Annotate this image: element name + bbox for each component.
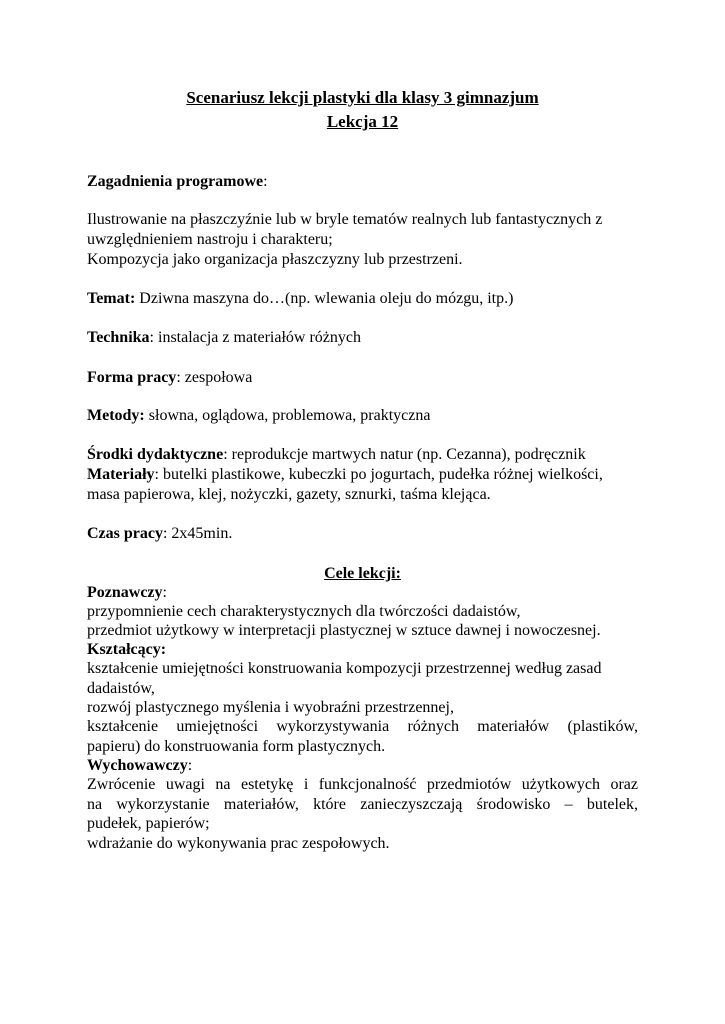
wychowawczy-suffix: : [187, 757, 193, 774]
materialy-label: Materiały [87, 466, 155, 483]
zagadnienia-line-3: Kompozycja jako organizacja płaszczyzny lub przestrzeni. [87, 251, 463, 268]
wychowawczy-heading [87, 756, 192, 776]
materialy-value: : butelki plastikowe, kubeczki po jogurtach, pudełka różnej wielkości, [154, 466, 603, 483]
ksztalcacy-line-5: papieru) do konstruowania form plastycznych. [87, 738, 386, 755]
metody-value: słowna, oglądowa, problemowa, praktyczna [144, 407, 431, 424]
ksztalcacy-line-3: rozwój plastycznego myślenia i wyobraźni przestrzennej, [87, 699, 454, 716]
zagadnienia-heading [87, 172, 268, 192]
temat-label: Temat: [87, 290, 136, 307]
metody-row [87, 406, 430, 426]
document-title: Scenariusz lekcji plastyki dla klasy 3 gimnazjum [186, 88, 539, 107]
czas-row [87, 524, 232, 544]
wychowawczy-line-1: Zwrócenie uwagi na estetykę i funkcjonalność przedmiotów użytkowych oraz [87, 776, 638, 793]
poznawczy-line-2: przedmiot użytkowy w interpretacji plastycznej w sztuce dawnej i nowoczesnej. [87, 622, 601, 639]
cele-heading [0, 564, 725, 584]
temat-row [87, 289, 513, 309]
technika-row [87, 328, 361, 348]
temat-value: Dziwna maszyna do…(np. wlewania oleju do mózgu, itp.) [135, 290, 514, 307]
poznawczy-line-1: przypomnienie cech charakterystycznych dla twórczości dadaistów, [87, 603, 521, 620]
cele-heading-text: Cele lekcji: [324, 565, 401, 582]
srodki-value: : reprodukcje martwych natur (np. Cezanna), podręcznik [223, 446, 586, 463]
zagadnienia-suffix: : [263, 173, 268, 190]
wychowawczy-line-4: wdrażanie do wykonywania prac zespołowych. [87, 835, 390, 852]
czas-label: Czas pracy [87, 525, 163, 542]
ksztalcacy-heading [87, 640, 166, 660]
poznawczy-suffix: : [162, 584, 167, 601]
zagadnienia-label: Zagadnienia programowe [87, 173, 264, 190]
zagadnienia-line-2: uwzględnieniem nastroju i charakteru; [87, 231, 333, 248]
forma-row [87, 368, 252, 388]
technika-value: : instalacja z materiałów różnych [149, 329, 362, 346]
ksztalcacy-line-4: kształcenie umiejętności wykorzystywania różnych materiałów (plastików, [87, 718, 638, 735]
lesson-number: Lekcja 12 [326, 112, 399, 131]
forma-value: : zespołowa [176, 369, 253, 386]
wychowawczy-line-2: na wykorzystanie materiałów, które zanieczyszczają środowisko – butelek, [87, 796, 638, 813]
technika-label: Technika [87, 329, 150, 346]
metody-label: Metody: [87, 407, 145, 424]
czas-value: : 2x45min. [162, 525, 233, 542]
zagadnienia-line-1: Ilustrowanie na płaszczyźnie lub w bryle tematów realnych lub fantastycznych z [87, 211, 603, 228]
wychowawczy-label: Wychowawczy [87, 757, 188, 774]
srodki-label: Środki dydaktyczne [87, 446, 224, 463]
ksztalcacy-line-2: dadaistów, [87, 680, 155, 697]
materialy-row [87, 465, 603, 485]
wychowawczy-line-3: pudełek, papierów; [87, 815, 210, 832]
srodki-row [87, 445, 586, 465]
poznawczy-label: Poznawczy [87, 584, 163, 601]
forma-label: Forma pracy [87, 369, 177, 386]
ksztalcacy-line-1: kształcenie umiejętności konstruowania kompozycji przestrzennej według zasad [87, 660, 602, 677]
poznawczy-heading [87, 583, 167, 603]
materialy-line-2: masa papierowa, klej, nożyczki, gazety, sznurki, taśma klejąca. [87, 486, 491, 503]
ksztalcacy-label: Kształcący: [87, 641, 167, 658]
